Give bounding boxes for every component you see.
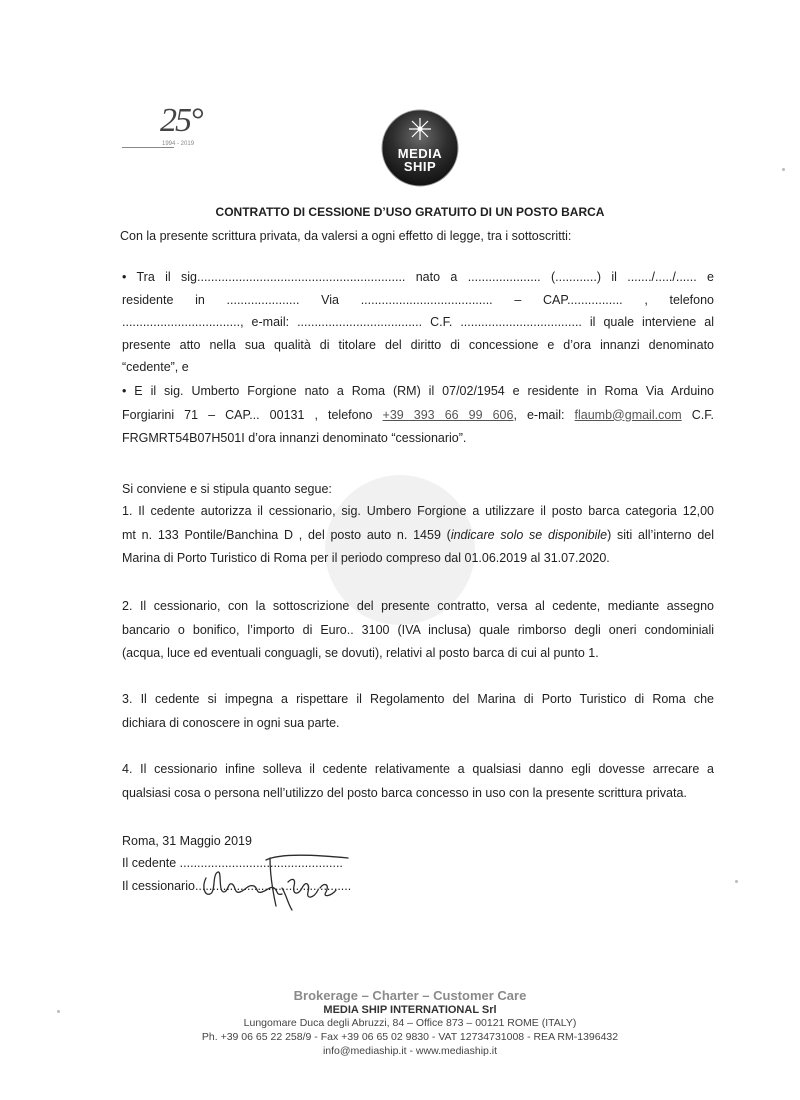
scan-speck <box>782 168 785 171</box>
anniversary-mark <box>122 98 222 158</box>
clause-line: qualsiasi cosa o persona nell’utilizzo del posto barca concesso in uso con la presente scrittura privata. <box>122 785 687 800</box>
intro-text: Con la presente scrittura privata, da valersi a ogni effetto di legge, tra i sottoscritti: <box>120 229 572 243</box>
signature-date: Roma, 31 Maggio 2019 <box>122 834 252 848</box>
cedente-line: residente in ..................... Via ...................................... – CAP................ , telefono <box>122 292 714 307</box>
cessionario-paragraph <box>122 380 714 451</box>
scan-speck <box>735 880 738 883</box>
clause-line: dichiara di conoscere in ogni sua parte. <box>122 715 340 730</box>
footer-company: MEDIA SHIP INTERNATIONAL Srl <box>323 1004 497 1016</box>
cedente-line: • Tra il sig............................................................ nato a ..................... (............) il ......./...../...... e <box>122 270 714 284</box>
document-title: CONTRATTO DI CESSIONE D’USO GRATUITO DI UN POSTO BARCA <box>215 205 605 219</box>
clause-3 <box>122 688 714 735</box>
clause-line: Marina di Porto Turistico di Roma per il periodo compreso dal 01.06.2019 al 31.07.2020. <box>122 551 610 565</box>
anniversary-years: 1994 - 2019 <box>162 141 195 147</box>
clause-4 <box>122 758 714 805</box>
footer <box>150 988 670 1058</box>
cedente-line: presente atto nella sua qualità di titolare del diritto di concessione e d’ora innanzi denominato <box>122 337 714 352</box>
cessionario-text: C.F. <box>681 407 714 422</box>
cedente-signature-line: Il cedente ............................................... <box>122 856 343 870</box>
phone-link[interactable]: +39 393 66 99 606 <box>382 407 514 422</box>
clause-2 <box>122 595 714 666</box>
cessionario-line: FRGMRT54B07H501I d’ora innanzi denominato “cessionario”. <box>122 431 467 445</box>
clause-line: 1. Il cedente autorizza il cessionario, sig. Umbero Forgione a utilizzare il posto barca categoria 12,00 <box>122 504 714 518</box>
clause-text: ) siti all’interno del <box>607 527 714 542</box>
clause-line: 2. Il cessionario, con la sottoscrizione del presente contratto, versa al cedente, mediante assegno <box>122 599 714 613</box>
anniversary-underline <box>122 147 174 148</box>
clause-line: 4. Il cessionario infine solleva il cedente relativamente a qualsiasi danno egli dovesse arrecare a <box>122 762 714 776</box>
email-link[interactable]: flaumb@gmail.com <box>574 407 682 422</box>
logo-text-ship: SHIP <box>403 159 437 174</box>
scan-speck <box>57 1010 60 1013</box>
cedente-paragraph <box>122 266 714 379</box>
clause-line: 3. Il cedente si impegna a rispettare il Regolamento del Marina di Porto Turistico di Roma che <box>122 692 714 706</box>
handwritten-signature <box>198 848 358 914</box>
footer-address: Lungomare Duca degli Abruzzi, 84 – Office 873 – 00121 ROME (ITALY) <box>243 1017 577 1029</box>
cessionario-line <box>122 404 714 428</box>
stipula-text: Si conviene e si stipula quanto segue: <box>122 482 332 496</box>
cedente-line: .................................., e-mail: .................................... C.F. ................................... il quale interviene al <box>122 315 714 329</box>
clause-text: mt n. 133 Pontile/Banchina D , del posto auto n. 1459 ( <box>122 527 451 542</box>
clause-line <box>122 524 714 548</box>
cessionario-text: , e-mail: <box>513 407 575 422</box>
footer-contacts: Ph. +39 06 65 22 258/9 - Fax +39 06 65 02 9830 - VAT 12734731008 - REA RM-1396432 <box>201 1031 619 1043</box>
clause-line: bancario o bonifico, l’importo di Euro.. 3100 (IVA inclusa) quale rimborso degli oneri condominiali <box>122 622 714 637</box>
cedente-line: “cedente”, e <box>122 360 189 374</box>
clause-italic-text: indicare solo se disponibile <box>450 527 608 542</box>
clause-1 <box>122 500 714 571</box>
media-ship-logo <box>380 108 460 188</box>
footer-services: Brokerage – Charter – Customer Care <box>293 988 527 1003</box>
clause-line: (acqua, luce ed eventuali conguagli, se dovuti), relativi al posto barca di cui al punto 1. <box>122 646 599 660</box>
logo-text-media: MEDIA <box>397 146 443 161</box>
cessionario-signature-line: Il cessionario............................................. <box>122 879 352 893</box>
anniversary-number: 25° <box>160 102 202 139</box>
cessionario-line: • E il sig. Umberto Forgione nato a Roma (RM) il 07/02/1954 e residente in Roma Via Arduino <box>122 384 714 398</box>
cessionario-text: Forgiarini 71 – CAP... 00131 , telefono <box>122 407 383 422</box>
footer-web: info@mediaship.it - www.mediaship.it <box>322 1045 498 1057</box>
